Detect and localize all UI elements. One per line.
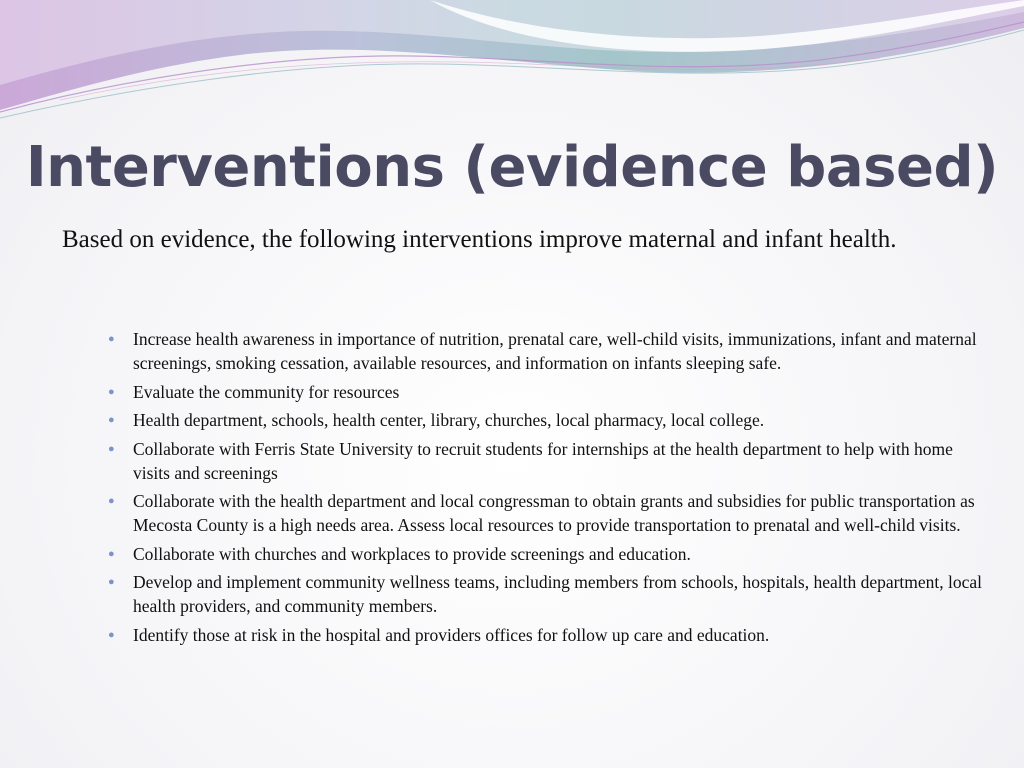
list-item-text: Collaborate with churches and workplaces to provide screenings and education.: [133, 543, 691, 564]
bullet-dot-icon: ●: [108, 547, 115, 560]
list-item: [104, 570, 984, 618]
bullet-dot-icon: ●: [108, 628, 115, 641]
bullet-list: [104, 327, 984, 651]
list-item: [104, 327, 984, 375]
list-item: [104, 542, 984, 566]
list-item-text: Increase health awareness in importance of nutrition, prenatal care, well-child visits, immunizations, infant and maternal screenings, smoking cessation, available resources, and information on infants sleeping safe.: [133, 329, 977, 373]
list-item: [104, 380, 984, 404]
list-item-text: Health department, schools, health center, library, churches, local pharmacy, local college.: [133, 410, 765, 430]
bullet-dot-icon: ●: [108, 385, 115, 398]
bullet-dot-icon: ●: [108, 333, 115, 345]
list-item-text: Evaluate the community for resources: [133, 381, 400, 402]
wave-decoration: [0, 0, 1024, 130]
bullet-dot-icon: ●: [108, 442, 115, 455]
bullet-dot-icon: ●: [108, 495, 115, 507]
list-item: [104, 623, 984, 647]
list-item-text: Identify those at risk in the hospital and providers offices for follow up care and education.: [133, 624, 770, 645]
bullet-dot-icon: ●: [108, 414, 115, 426]
list-item-text: Develop and implement community wellness teams, including members from schools, hospitals, health department, local health providers, and community members.: [133, 572, 983, 616]
list-item: [104, 408, 984, 432]
slide-title: Interventions (evidence based): [25, 135, 999, 200]
bullet-dot-icon: ●: [108, 576, 115, 588]
intro-text: Based on evidence, the following interventions improve maternal and infant health.: [62, 226, 897, 253]
list-item-text: Collaborate with the health department and local congressman to obtain grants and subsidies for public transportation as Mecosta County is a high needs area. Assess local resources to provide transportation to prenatal and well-child visits.: [133, 491, 975, 535]
list-item-text: Collaborate with Ferris State University to recruit students for internships at the health department to help with home visits and screenings: [133, 438, 953, 483]
list-item: [104, 437, 984, 485]
list-item: [104, 489, 984, 537]
